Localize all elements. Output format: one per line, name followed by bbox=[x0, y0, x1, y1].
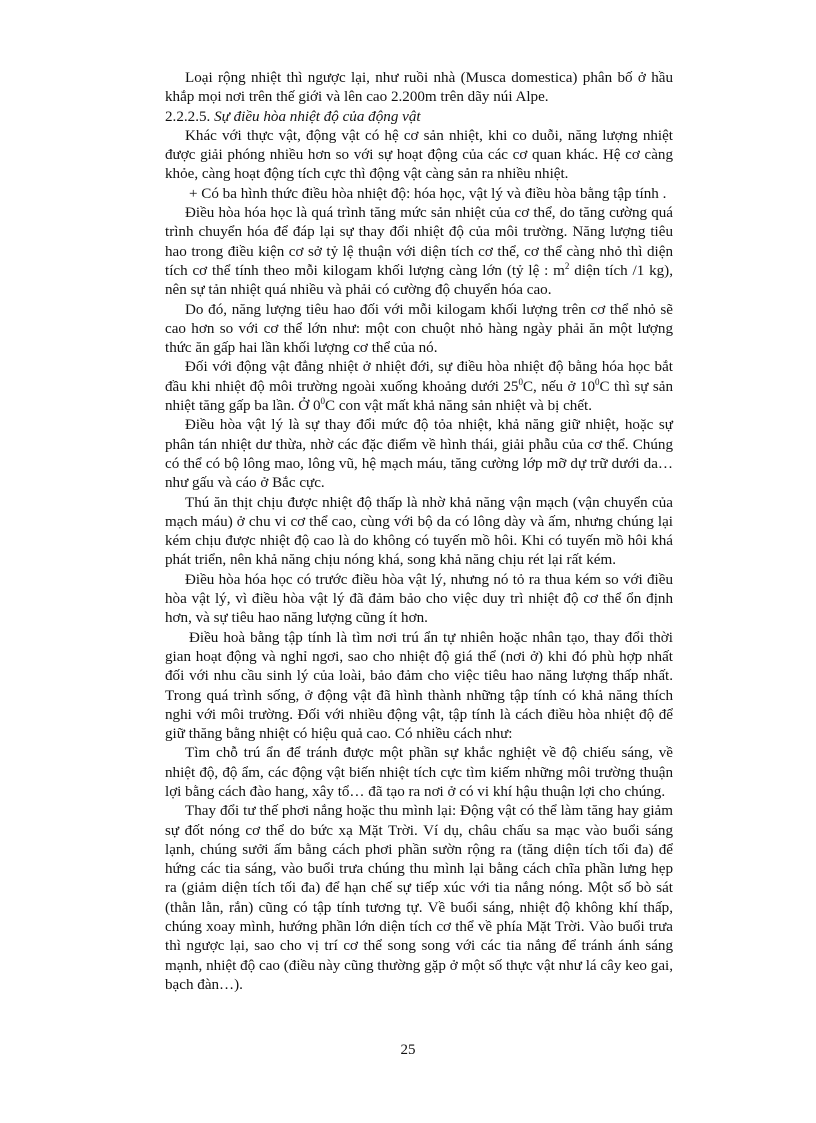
paragraph-3: + Có ba hình thức điều hòa nhiệt độ: hóa học, vật lý và điều hòa bằng tập tính . bbox=[189, 185, 667, 202]
page-body bbox=[165, 69, 673, 995]
section-heading-number: 2.2.2.5. bbox=[165, 108, 215, 125]
paragraph-6-part-b: C, nếu ở 10 bbox=[522, 378, 595, 395]
paragraph-4-superscript: 2 bbox=[564, 260, 570, 271]
section-heading bbox=[165, 108, 673, 127]
paragraph-10: Điều hoà bằng tập tính là tìm nơi trú ẩn tự nhiên hoặc nhân tạo, thay đổi thời gian hoạt động và nghỉ ngơi, sao cho nhiệt độ giá thể (nơi ở) khi đó phù hợp nhất đối với nhu cầu sinh lý của loài, bảo đảm cho việc tiêu hao năng lượng thấp nhất. Trong quá trình sống, ở động vật đã hình thành những tập tính có khả năng thích nghi với môi trường. Đối với nhiều động vật, tập tính là cách điều hòa nhiệt độ để giữ thăng bằng nhiệt có hiệu quả cao. Có nhiều cách như: bbox=[165, 629, 673, 743]
paragraph-6-superscript-3: 0 bbox=[320, 396, 326, 407]
paragraph-2: Khác với thực vật, động vật có hệ cơ sản nhiệt, khi co duỗi, năng lượng nhiệt được giải phóng nhiều hơn so với sự hoạt động của các cơ quan khác. Hệ cơ càng khỏe, càng hoạt động tích cực thì động vật càng sản ra nhiều nhiệt. bbox=[165, 127, 673, 183]
paragraph-6-superscript-1: 0 bbox=[518, 376, 523, 387]
paragraph-9: Điều hòa hóa học có trước điều hòa vật lý, nhưng nó tỏ ra thua kém so với điều hòa vật lý, vì điều hòa vật lý đã đảm bảo cho việc duy trì nhiệt độ cơ thể ổn định hơn, và sự tiêu hao năng lượng cũng ít hơn. bbox=[165, 571, 673, 627]
paragraph-7: Điều hòa vật lý là sự thay đổi mức độ tỏa nhiệt, khả năng giữ nhiệt, hoặc sự phân tán nhiệt dư thừa, nhờ các đặc điểm về hình thái, giải phẫu của cơ thể. Chúng có thể có bộ lông mao, lông vũ, hệ mạch máu, tăng cường lớp mỡ dự trữ dưới da… như gấu và cáo ở Bắc cực. bbox=[165, 417, 673, 492]
paragraph-11: Tìm chỗ trú ẩn để tránh được một phần sự khắc nghiệt về độ chiếu sáng, về nhiệt độ, độ ẩm, các động vật biến nhiệt tích cực tìm kiếm những môi trường thuận lợi bằng cách đào hang, xây tổ… đã tạo ra nơi ở có vi khí hậu thuận lợi cho chúng. bbox=[165, 745, 673, 800]
paragraph-6-part-d: C con vật mất khả năng sản nhiệt và bị chết. bbox=[325, 398, 593, 415]
paragraph-1: Loại rộng nhiệt thì ngược lại, như ruồi nhà (Musca domestica) phân bố ở hầu khắp mọi nơi trên thế giới và lên cao 2.200m trên dãy núi Alpe. bbox=[165, 70, 673, 106]
paragraph-6-part-a: Đối với động vật đẳng nhiệt ở nhiệt đới, sự điều hòa nhiệt độ bằng hóa học bắt đầu khi nhiệt độ môi trường ngoài xuống khoảng dưới 25 bbox=[165, 359, 673, 395]
paragraph-4-part-b: diện tích /1 kg), nên sự tản nhiệt quá nhiều và phải có cường độ chuyển hóa cao. bbox=[165, 262, 673, 299]
paragraph-5: Do đó, năng lượng tiêu hao đối với mỗi kilogam khối lượng trên cơ thể nhỏ sẽ cao hơn so với cơ thể lớn như: một con chuột nhỏ hàng ngày phải ăn một lượng thức ăn gấp hai lần khối lượng cơ thể của nó. bbox=[165, 301, 673, 357]
paragraph-8: Thú ăn thịt chịu được nhiệt độ thấp là nhờ khả năng vận mạch (vận chuyển của mạch máu) ở chu vi cơ thể cao, cùng với bộ da có lông dày và ấm, nhưng chúng lại kém chịu được nhiệt độ cao là do không có tuyến mồ hôi. Khi có tuyến mồ hôi khá phát triển, nên khả năng chịu nóng khá, song khả năng chịu rét lại rất kém. bbox=[165, 494, 673, 569]
page-number: 25 bbox=[400, 1042, 416, 1058]
paragraph-4-part-a: Điều hòa hóa học là quá trình tăng mức sản nhiệt của cơ thể, do tăng cường quá trình chuyển hóa để đáp lại sự thay đổi nhiệt độ của môi trường. Năng lượng tiêu hao trong điều kiện cơ sở tỷ lệ thuận với diện tích cơ thể, cơ thể càng nhỏ thì diện tích cơ thể tính theo mỗi kilogam khối lượng càng lớn (tỷ lệ : m bbox=[165, 205, 673, 279]
paragraph-4 bbox=[165, 204, 673, 300]
paragraph-12: Thay đổi tư thế phơi nắng hoặc thu mình lại: Động vật có thể làm tăng hay giảm sự đốt nóng cơ thể do bức xạ Mặt Trời. Ví dụ, châu chấu sa mạc vào buổi sáng lạnh, chúng sưởi ấm bằng cách phơi phần sườn rộng ra (tăng diện tích tối đa) để hứng các tia sáng, vào buổi trưa chúng thu mình lại bằng cách chĩa phần lưng hẹp ra (giảm diện tích tối đa) để hạn chế sự tiếp xúc với tia nắng nóng. Một số bò sát (thằn lằn, rắn) cũng có tập tính tương tự. Về buổi sáng, nhiệt độ không khí thấp, chúng xoay mình, hướng phần lớn diện tích cơ thể về phía Mặt Trời. Vào buổi trưa thì ngược lại, sao cho vị trí cơ thể song song với các tia nắng để tránh ánh sáng mạnh, nhiệt độ cao (điều này cũng thường gặp ở một số thực vật như lá cây keo gai, bạch đàn…). bbox=[165, 803, 673, 993]
section-heading-title: Sự điều hòa nhiệt độ của động vật bbox=[214, 108, 421, 125]
paragraph-6-superscript-2: 0 bbox=[595, 376, 600, 387]
paragraph-6 bbox=[165, 358, 673, 416]
paragraph-6-part-c: C thì sự sản nhiệt tăng gấp ba lần. Ở 0 bbox=[165, 378, 674, 415]
